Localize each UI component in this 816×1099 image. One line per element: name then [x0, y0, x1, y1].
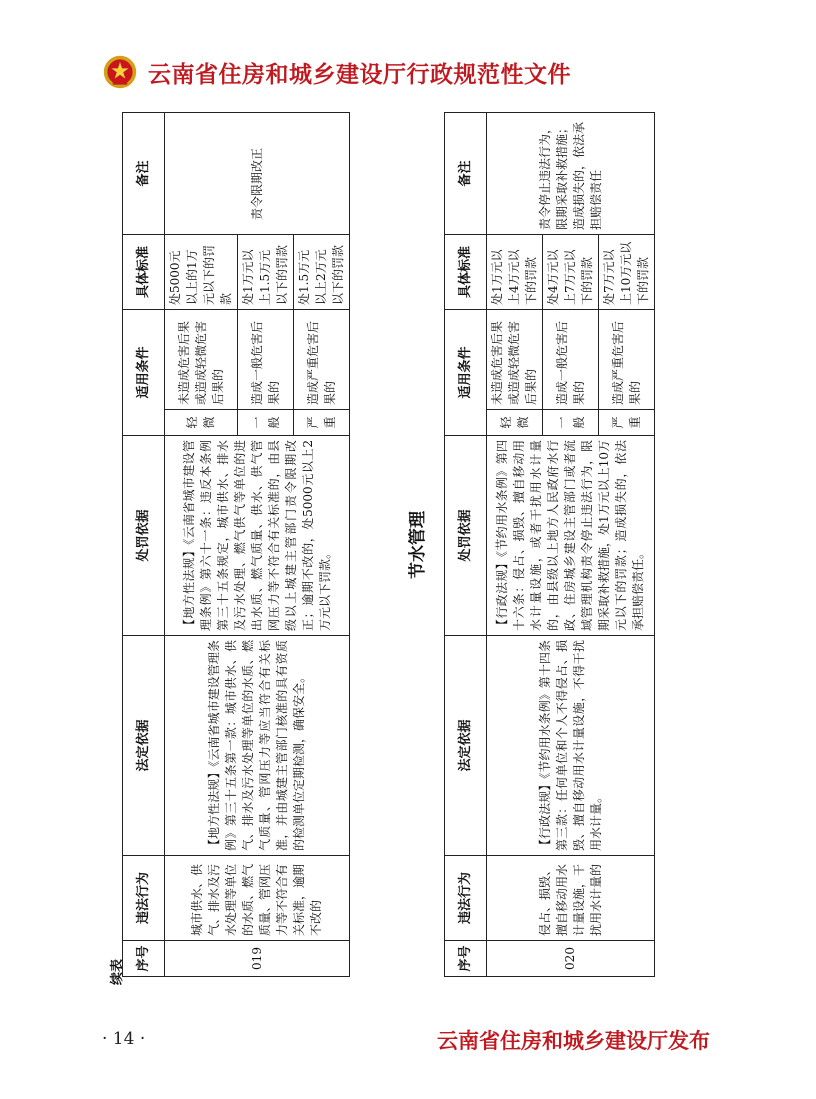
col-header-penalty-basis: 处罚依据: [445, 436, 487, 636]
standard-cell: 处4万元以上7万元以下的罚款: [543, 234, 599, 309]
condition-cell: 造成严重危害后果的: [294, 309, 350, 409]
national-emblem-icon: [102, 54, 138, 90]
table-water-supply: [122, 112, 350, 977]
col-header-conditions: 适用条件: [445, 309, 487, 435]
col-header-seq: 序号: [445, 941, 487, 977]
violation-cell: 侵占、损毁、擅自移动用水计量设施，干扰用水计量的: [487, 856, 655, 941]
legal-basis-cell: 【地方性法规】《云南省城市建设管理条例》第三十五条第一款：城市供水、供气、排水及污水处理等单位的水质、燃气质量、管网压力等应当符合有关标准，并由城建主管部门核准的具有资质的检测单位定期检测，确保安全。: [165, 636, 350, 856]
remarks-cell: 责令停止违法行为，限期采取补救措施；造成损失的，依法承担赔偿责任: [487, 112, 655, 234]
standard-cell: 处1万元以上1.5万元以下的罚款: [238, 234, 294, 309]
penalty-basis-cell: 【地方性法规】《云南省城市建设管理条例》第六十一条：违反本条例第三十五条规定，城市供水、排水及污水处理、燃气供气等单位的进出水质、燃气质量、供水、供气管网压力等不符合有关标准的，由县级以上城建主管部门责令限期改正；逾期不改的，处5000元以上2万元以下罚款。: [165, 436, 350, 636]
col-header-penalty-basis: 处罚依据: [123, 436, 165, 636]
remarks-cell: 责令限期改正: [165, 112, 350, 234]
level-cell: 一般: [543, 410, 599, 436]
col-header-violation: 违法行为: [445, 856, 487, 941]
document-header: [102, 52, 571, 92]
col-header-legal-basis: 法定依据: [123, 636, 165, 856]
page-number: · 14 ·: [102, 1029, 146, 1049]
publisher-footer: 云南省住房和城乡建设厅发布: [437, 1029, 710, 1053]
level-cell: 轻微: [165, 410, 238, 436]
table-row: [165, 112, 238, 976]
standard-cell: 处1万元以上4万元以下的罚款: [487, 234, 543, 309]
level-cell: 严重: [294, 410, 350, 436]
col-header-standards: 具体标准: [445, 234, 487, 309]
col-header-conditions: 适用条件: [123, 309, 165, 435]
document-series-title: 云南省住房和城乡建设厅行政规范性文件: [148, 61, 571, 88]
legal-basis-cell: 【行政法规】《节约用水条例》第十四条第三款：任何单位和个人不得侵占、损毁、擅自移动用水计量设施，不得干扰用水计量。: [487, 636, 655, 856]
rotated-table-region: [102, 105, 714, 985]
table-header-row: [445, 112, 487, 976]
col-header-remarks: 备注: [123, 112, 165, 234]
landscape-table-page: [102, 105, 714, 985]
seq-cell: 019: [165, 941, 350, 977]
col-header-violation: 违法行为: [123, 856, 165, 941]
condition-cell: 未造成危害后果或造成轻微危害后果的: [487, 309, 543, 409]
continuation-label: 续表: [110, 958, 125, 985]
col-header-legal-basis: 法定依据: [445, 636, 487, 856]
condition-cell: 造成一般危害后果的: [543, 309, 599, 409]
violation-cell: 城市供水、供气、排水及污水处理等单位的水质、燃气质量、管网压力等不符合有关标准，逾期不改的: [165, 856, 350, 941]
standard-cell: 处5000元以上的1万元以下的罚款: [165, 234, 238, 309]
level-cell: 严重: [599, 410, 655, 436]
col-header-remarks: 备注: [445, 112, 487, 234]
col-header-seq: 序号: [123, 941, 165, 977]
table-row: [487, 112, 543, 976]
penalty-basis-cell: 【行政法规】《节约用水条例》第四十六条：侵占、损毁、擅自移动用水计量设施，或者干扰用水计量的，由县级以上地方人民政府水行政、住房城乡建设主管部门或者流域管理机构责令停止违法行为，限期采取补救措施，处1万元以上10万元以下的罚款；造成损失的，依法承担赔偿责任。: [487, 436, 655, 636]
col-header-standards: 具体标准: [123, 234, 165, 309]
condition-cell: 造成严重危害后果的: [599, 309, 655, 409]
seq-cell: 020: [487, 941, 655, 977]
condition-cell: 造成一般危害后果的: [238, 309, 294, 409]
section-title: 节水管理: [408, 511, 428, 579]
level-cell: 一般: [238, 410, 294, 436]
standard-cell: 处1.5万元以上2万元以下的罚款: [294, 234, 350, 309]
condition-cell: 未造成危害后果或造成轻微危害后果的: [165, 309, 238, 409]
standard-cell: 处7万元以上10万元以下的罚款: [599, 234, 655, 309]
table-header-row: [123, 112, 165, 976]
level-cell: 轻微: [487, 410, 543, 436]
table-water-saving: [444, 112, 655, 977]
